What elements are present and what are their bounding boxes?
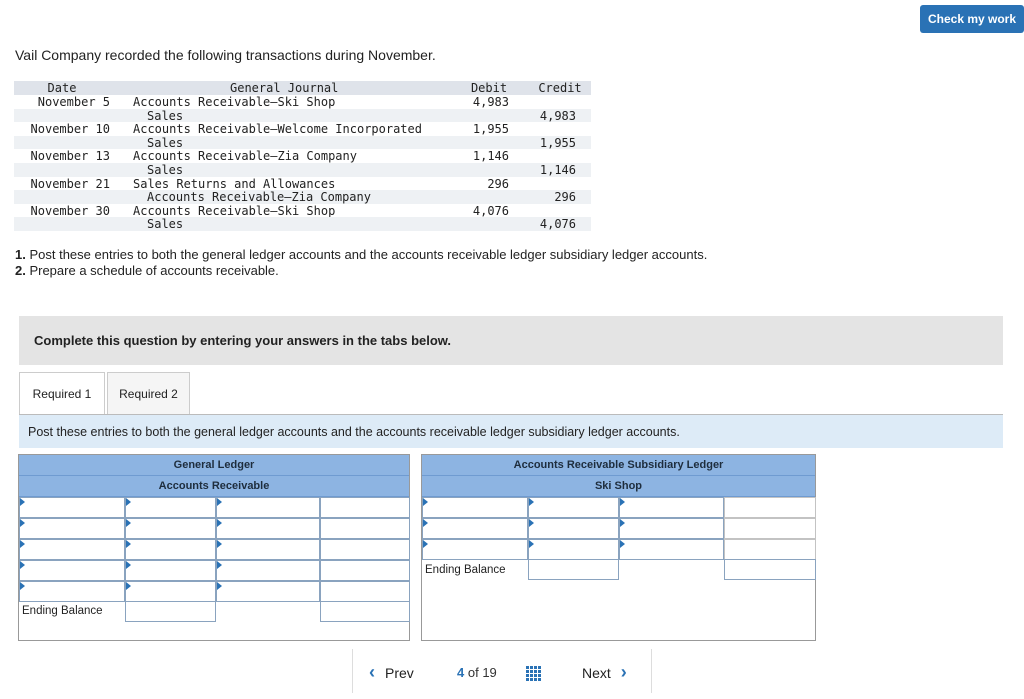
general-ledger-entry-cell[interactable] [320, 560, 410, 581]
journal-header-row [14, 81, 591, 95]
subsidiary-ledger-entry-cell [724, 539, 816, 560]
journal-debit: 4,076 [472, 203, 509, 218]
subsidiary-ledger-table [421, 454, 816, 641]
dropdown-marker-icon [20, 540, 25, 548]
general-ledger-entry-cell[interactable] [125, 518, 216, 539]
dropdown-marker-icon [126, 561, 131, 569]
dropdown-marker-icon [126, 540, 131, 548]
dropdown-marker-icon [620, 540, 625, 548]
page-of: of [467, 665, 479, 680]
general-ledger-entry-cell[interactable] [125, 539, 216, 560]
dropdown-marker-icon [620, 498, 625, 506]
journal-account: Sales [147, 163, 184, 177]
general-ledger-entry-cell[interactable] [216, 497, 320, 518]
journal-credit: 1,146 [539, 163, 576, 177]
page-indicator [457, 665, 497, 680]
journal-header-general-journal: General Journal [230, 81, 339, 95]
journal-date: November 13 [30, 149, 110, 164]
general-ledger-entry-cell[interactable] [216, 518, 320, 539]
subsidiary-ledger-title: Accounts Receivable Subsidiary Ledger [422, 455, 815, 476]
subsidiary-ledger-entry-cell [724, 497, 816, 518]
journal-row [14, 163, 591, 177]
dropdown-marker-icon [217, 561, 222, 569]
prev-label: Prev [385, 664, 414, 681]
nav-divider-left [352, 649, 353, 693]
journal-date: November 5 [37, 95, 110, 109]
journal-row [14, 136, 591, 150]
general-ledger-table [18, 454, 410, 641]
subsidiary-ledger-entry-cell[interactable] [528, 539, 619, 560]
general-ledger-entry-cell[interactable] [216, 560, 320, 581]
intro-text: Vail Company recorded the following transactions during November. [15, 47, 436, 63]
general-ledger-entry-cell[interactable] [125, 497, 216, 518]
subsidiary-ledger-entry-cell[interactable] [619, 518, 724, 539]
dropdown-marker-icon [620, 519, 625, 527]
tab-required-2[interactable]: Required 2 [107, 372, 190, 415]
chevron-right-icon: › [620, 662, 627, 682]
general-ledger-entry-cell[interactable] [125, 560, 216, 581]
general-ledger-entry-cell[interactable] [216, 581, 320, 602]
journal-row [14, 217, 591, 231]
general-ledger-ending-balance-label: Ending Balance [22, 605, 103, 617]
dropdown-marker-icon [529, 519, 534, 527]
journal-credit: 296 [554, 190, 576, 205]
complete-question-box [19, 316, 1003, 365]
journal-account: Accounts Receivable—Welcome Incorporated [133, 122, 422, 137]
instruction-2 [15, 263, 279, 278]
dropdown-marker-icon [217, 519, 222, 527]
general-journal-table [14, 81, 591, 233]
general-ledger-ending-balance-input[interactable] [125, 601, 216, 622]
journal-credit: 1,955 [539, 135, 576, 150]
prev-button[interactable] [369, 662, 414, 683]
journal-credit: 4,983 [539, 108, 576, 123]
journal-row [14, 109, 591, 123]
general-ledger-title: General Ledger [19, 455, 409, 476]
subsidiary-ledger-entry-cell [724, 518, 816, 539]
general-ledger-ending-balance-input[interactable] [320, 601, 410, 622]
journal-date: November 30 [30, 203, 110, 218]
page-current: 4 [457, 665, 465, 680]
tab-required-1[interactable]: Required 1 [19, 372, 105, 415]
general-ledger-entry-cell[interactable] [320, 497, 410, 518]
journal-account: Sales Returns and Allowances [133, 176, 336, 191]
subsidiary-ledger-entry-cell[interactable] [422, 518, 528, 539]
journal-debit: 296 [487, 176, 509, 191]
general-ledger-entry-cell[interactable] [320, 581, 410, 602]
required-instruction-text: Post these entries to both the general ledger accounts and the accounts receivable ledger subsidiary ledger accounts. [28, 424, 680, 439]
journal-debit: 4,983 [472, 95, 509, 109]
nav-divider-right [651, 649, 652, 693]
subsidiary-ledger-entry-cell[interactable] [619, 497, 724, 518]
required-instruction-banner [19, 415, 1003, 448]
dropdown-marker-icon [20, 561, 25, 569]
journal-account: Accounts Receivable—Zia Company [133, 149, 357, 164]
journal-debit: 1,955 [472, 122, 509, 137]
general-ledger-entry-cell[interactable] [125, 581, 216, 602]
subsidiary-ledger-entry-cell[interactable] [619, 539, 724, 560]
general-ledger-entry-cell[interactable] [216, 539, 320, 560]
journal-row [14, 149, 591, 163]
journal-account: Sales [147, 135, 184, 150]
complete-question-text: Complete this question by entering your answers in the tabs below. [34, 333, 452, 348]
dropdown-marker-icon [20, 519, 25, 527]
journal-account: Accounts Receivable—Ski Shop [133, 203, 336, 218]
journal-row [14, 190, 591, 204]
journal-account: Sales [147, 108, 184, 123]
journal-row [14, 122, 591, 136]
instruction-1-number: 1. [15, 247, 26, 262]
check-my-work-button[interactable]: Check my work [920, 5, 1024, 33]
dropdown-marker-icon [126, 519, 131, 527]
journal-row [14, 95, 591, 109]
journal-account: Accounts Receivable—Ski Shop [133, 95, 336, 109]
dropdown-marker-icon [529, 540, 534, 548]
subsidiary-ledger-entry-cell[interactable] [422, 497, 528, 518]
instruction-2-text: Prepare a schedule of accounts receivable. [25, 263, 279, 278]
subsidiary-ledger-entry-cell[interactable] [528, 518, 619, 539]
general-ledger-entry-cell[interactable] [320, 518, 410, 539]
journal-account: Accounts Receivable—Zia Company [147, 190, 371, 205]
instruction-2-number: 2. [15, 263, 26, 278]
journal-account: Sales [147, 217, 184, 232]
next-label: Next [582, 664, 611, 681]
journal-date: November 10 [30, 122, 110, 137]
chevron-left-icon: ‹ [369, 662, 375, 682]
dropdown-marker-icon [529, 498, 534, 506]
general-ledger-entry-cell[interactable] [19, 497, 125, 518]
journal-header-date: Date [47, 81, 77, 95]
journal-row [14, 177, 591, 191]
subsidiary-ledger-ending-balance-label: Ending Balance [425, 564, 506, 576]
dropdown-marker-icon [20, 582, 25, 590]
page-total: 19 [482, 665, 497, 680]
journal-header-credit: Credit [538, 81, 582, 95]
dropdown-marker-icon [423, 498, 428, 506]
instruction-1 [15, 247, 707, 262]
dropdown-marker-icon [423, 540, 428, 548]
journal-date: November 21 [30, 176, 110, 191]
dropdown-marker-icon [423, 519, 428, 527]
subsidiary-ledger-ending-balance-input[interactable] [528, 559, 619, 580]
subsidiary-ledger-account-name: Ski Shop [422, 476, 815, 497]
general-ledger-account-name: Accounts Receivable [19, 476, 409, 497]
general-ledger-entry-cell[interactable] [19, 560, 125, 581]
dropdown-marker-icon [217, 582, 222, 590]
journal-row [14, 204, 591, 218]
next-button[interactable] [582, 662, 627, 683]
dropdown-marker-icon [217, 498, 222, 506]
subsidiary-ledger-entry-cell[interactable] [422, 539, 528, 560]
subsidiary-ledger-ending-balance-input[interactable] [724, 559, 816, 580]
question-grid-icon[interactable] [526, 666, 541, 681]
general-ledger-entry-cell[interactable] [19, 581, 125, 602]
instruction-1-text: Post these entries to both the general ledger accounts and the accounts receivable ledger subsidiary ledger accounts. [25, 247, 708, 262]
journal-header-debit: Debit [470, 81, 508, 95]
general-ledger-entry-cell[interactable] [19, 539, 125, 560]
dropdown-marker-icon [20, 498, 25, 506]
journal-debit: 1,146 [472, 149, 509, 164]
subsidiary-ledger-entry-cell[interactable] [528, 497, 619, 518]
dropdown-marker-icon [126, 498, 131, 506]
general-ledger-entry-cell[interactable] [320, 539, 410, 560]
dropdown-marker-icon [126, 582, 131, 590]
general-ledger-entry-cell[interactable] [19, 518, 125, 539]
dropdown-marker-icon [217, 540, 222, 548]
journal-credit: 4,076 [539, 217, 576, 232]
